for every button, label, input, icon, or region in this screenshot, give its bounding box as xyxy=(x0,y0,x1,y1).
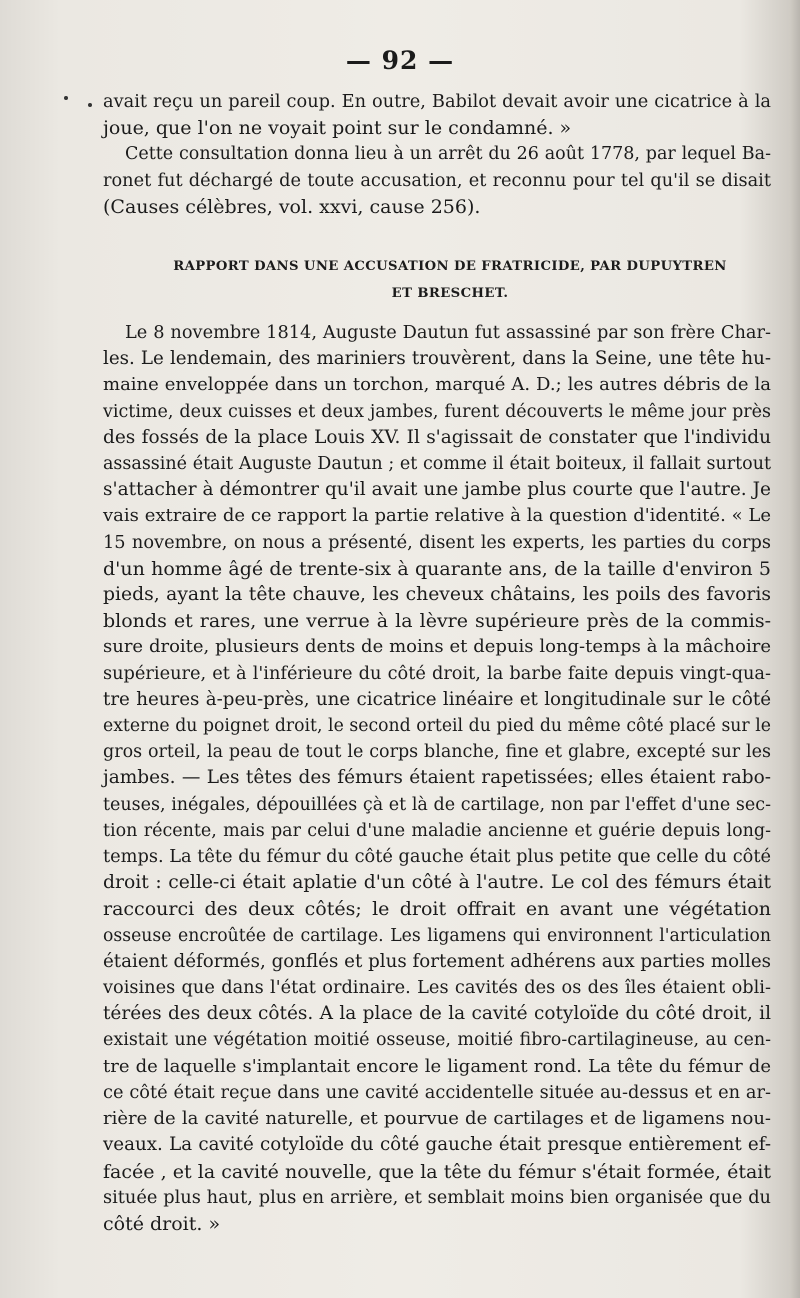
text-line: ronet fut déchargé de toute accusation, et reconnu pour tel qu'il se disait xyxy=(103,170,771,191)
section-heading xyxy=(100,253,800,307)
text-line: assassiné était Auguste Dautun ; et comme il était boiteux, il fallait surtout xyxy=(103,454,771,475)
text-line: gros orteil, la peau de tout le corps blanche, fine et glabre, excepté sur les xyxy=(103,742,771,763)
text-line: Le 8 novembre 1814, Auguste Dautun fut assassiné par son frère Char- xyxy=(125,323,771,343)
text-line: les. Le lendemain, des mariniers trouvèrent, dans la Seine, une tête hu- xyxy=(103,348,771,370)
text-line: osseuse encroûtée de cartilage. Les ligamens qui environnent l'articulation xyxy=(103,925,771,946)
text-line: victime, deux cuisses et deux jambes, furent découverts le même jour près xyxy=(103,401,771,422)
text-line: vais extraire de ce rapport la partie relative à la question d'identité. « Le xyxy=(103,505,771,527)
ink-speck xyxy=(88,103,92,107)
text-line: maine enveloppée dans un torchon, marqué A. D.; les autres débris de la xyxy=(103,374,771,396)
text-line: pieds, ayant la tête chauve, les cheveux châtains, les poils des favoris xyxy=(103,584,771,606)
heading-line: RAPPORT DANS UNE ACCUSATION DE FRATRICIDE, PAR DUPUYTREN xyxy=(173,259,727,274)
text-line: ce côté était reçue dans une cavité accidentelle située au-dessus et en ar- xyxy=(103,1082,771,1103)
text-line: côté droit. » xyxy=(103,1212,221,1235)
text-line: tion récente, mais par celui d'une maladie ancienne et guérie depuis long- xyxy=(103,820,771,841)
text-line: rière de la cavité naturelle, et pourvue de cartilages et de ligamens nou- xyxy=(103,1108,771,1130)
paragraph-continued xyxy=(103,89,771,220)
page-number: — 92 — xyxy=(345,46,455,75)
text-line: Cette consultation donna lieu à un arrêt du 26 août 1778, par lequel Ba- xyxy=(125,144,771,165)
text-line: joue, que l'on ne voyait point sur le condamné. » xyxy=(103,117,572,140)
text-line: tre de laquelle s'implantait encore le ligament rond. La tête du fémur de xyxy=(103,1055,771,1077)
text-line: avait reçu un pareil coup. En outre, Babilot devait avoir une cicatrice à la xyxy=(103,92,771,112)
text-line: s'attacher à démontrer qu'il avait une jambe plus courte que l'autre. Je xyxy=(103,479,771,501)
report-paragraph xyxy=(103,320,771,1237)
text-line: (Causes célèbres, vol. xxvi, cause 256). xyxy=(103,195,481,218)
text-line: temps. La tête du fémur du côté gauche était plus petite que celle du côté xyxy=(103,847,771,868)
text-line: d'un homme âgé de trente-six à quarante ans, de la taille d'environ 5 xyxy=(103,557,771,580)
text-line: droit : celle-ci était aplatie d'un côté à l'autre. Le col des fémurs était xyxy=(103,872,771,894)
text-line: 15 novembre, on nous a présenté, disent les experts, les parties du corps xyxy=(103,532,771,553)
text-line: jambes. — Les têtes des fémurs étaient rapetissées; elles étaient rabo- xyxy=(103,767,771,789)
heading-line: ET BRESCHET. xyxy=(391,286,509,301)
text-line: étaient déformés, gonflés et plus fortement adhérens aux parties molles xyxy=(103,950,771,972)
text-line: térées des deux côtés. A la place de la cavité cotyloïde du côté droit, il xyxy=(103,1003,771,1025)
text-line: blonds et rares, une verrue à la lèvre supérieure près de la commis- xyxy=(103,610,771,633)
text-line: située plus haut, plus en arrière, et semblait moins bien organisée que du xyxy=(103,1187,771,1208)
text-line: existait une végétation moitié osseuse, moitié fibro-cartilagineuse, au cen- xyxy=(103,1030,771,1051)
text-line: voisines que dans l'état ordinaire. Les cavités des os des îles étaient obli- xyxy=(103,978,771,999)
text-line: raccourci des deux côtés; le droit offrait en avant une végétation xyxy=(103,898,771,921)
ink-speck xyxy=(64,96,68,100)
text-line: sure droite, plusieurs dents de moins et depuis long-temps à la mâchoire xyxy=(103,636,771,658)
text-line: supérieure, et à l'inférieure du côté droit, la barbe faite depuis vingt-qua- xyxy=(103,663,771,684)
text-line: teuses, inégales, dépouillées çà et là de cartilage, non par l'effet d'une sec- xyxy=(103,794,771,815)
text-line: tre heures à-peu-près, une cicatrice linéaire et longitudinale sur le côté xyxy=(103,688,771,710)
text-line: des fossés de la place Louis XV. Il s'agissait de constater que l'individu xyxy=(103,426,771,448)
text-line: veaux. La cavité cotyloïde du côté gauche était presque entièrement ef- xyxy=(103,1134,771,1156)
text-line: externe du poignet droit, le second orteil du pied du même côté placé sur le xyxy=(103,716,771,737)
text-line: facée , et la cavité nouvelle, que la tête du fémur s'était formée, était xyxy=(103,1160,771,1183)
